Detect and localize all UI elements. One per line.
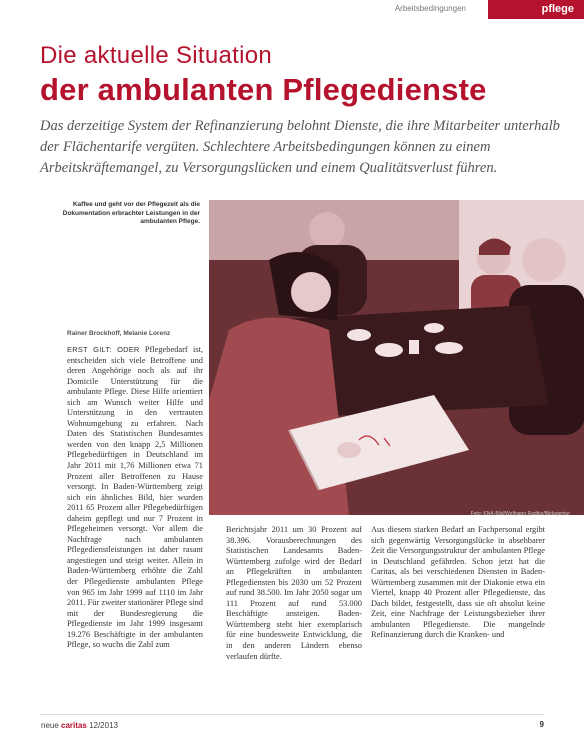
article-photo [209, 200, 584, 515]
page-number: 9 [539, 720, 544, 729]
footer-divider [40, 714, 544, 715]
article-column-2: Berichtsjahr 2011 um 30 Prozent auf 38.396. Vorausberechnungen des Statistischen Landesamts Baden-Württemberg zufolge wird der Bedarf an Pflegekräften in ambulanten Pflegediensten bis 2030 um 52 Prozent auf rund 38.500. Im Jahr 2050 sogar um 111 Prozent auf rund 53.000 Beschäftigte ansteigen. Baden-Württemberg steht hier exemplarisch für eine bundesweite Entwicklung, die in den anderen Ländern ebenso verlaufen dürfte. [226, 525, 362, 661]
footer-journal [41, 721, 118, 730]
article-column-1 [67, 345, 203, 700]
journal-issue: 12/2013 [89, 721, 118, 730]
column-1-opening-words: ERST GILT: ODER [67, 345, 140, 354]
column-1-body: Pflegebedarf ist, entscheiden sich viele Betroffene und deren Angehörige noch als auf ihr Domicile Unterstützung für die ambulante Pflege. Diese Hilfe orientiert sich am Wunsch weiter Hilfe und Unterstützung in den vertrauten Wohnumgebung zu erfahren. Nach Daten des Statistischen Bundesamtes werden von den knapp 2,5 Millionen Pflegebedürftigen in Deutschland im Jahr 2011 mit 1,76 Millionen etwa 71 Prozent aller Betroffenen zu Hause versorgt. In Baden-Württemberg zeigt sich ein ähnliches Bild, hier wurden 2011 65 Prozent aller Pflegebedürftigen daheim gepflegt und nur 7 Prozent in Pflegeheimen versorgt. Vor allem die Nachfrage nach ambulanten Pflegedienstleistungen ist daher rasant angestiegen und steigt weiter. Allein in Baden-Württemberg erhöhte die Zahl der Pflegedienste ambulanten Pflege von 965 im Jahr 1999 auf 1110 im Jahr 2011. Für zweiter stationärer Pflege sind mit der Bundesregierung die Pflegedienste im Jahr 1999 insgesamt 19.276 Beschäftigte in der ambulanten Pflege, so wuchs die Zahl zum [67, 345, 203, 650]
journal-name: caritas [61, 721, 87, 730]
article-column-3: Aus diesem starken Bedarf an Fachpersonal ergibt sich gegenwärtig Versorgungslücke in absehbarer Zeit die Versorgungsstruktur der ambulanten Pflege in Deutschland gefährden. Schon jetzt hat die Caritas, als bei verschiedenen Diensten in Baden-Württemberg zusammen mit der Diakonie etwa ein Viertel, knapp 40 Prozent aller Pflegedienste, das Dach bildet, festgestellt, dass sie oft absolut keine Zeit, eine Nachfrage der Leistungsbezieher ihrer ambulanten Pflegedienste. Die mangelnde Refinanzierung durch die Kranken- und [371, 525, 545, 640]
photo-illustration [209, 200, 584, 515]
article-title-line-1: Die aktuelle Situation [40, 42, 273, 69]
section-tag: pflege [488, 0, 584, 19]
article-lead: Das derzeitige System der Refinanzierung belohnt Dienste, die ihre Mitarbeiter unterhalb der Flächentarife vergüten. Schlechtere Arbeitsbedingungen können zu einem Arbeitskräftemangel, zu Versorgungslücken und einem Qualitätsverlust führen. [40, 118, 560, 176]
article-title-line-2: der ambulanten Pflegedienste [40, 72, 487, 107]
photo-caption: Kaffee und geht vor der Pflegezeit als die Dokumentation erbrachter Leistungen in der ambulanten Pflege. [62, 201, 200, 225]
journal-prefix: neue [41, 721, 59, 730]
section-label: Arbeitsbedingungen [394, 4, 466, 13]
photo-credit: Foto: KNA-Bild/Wolfgang Radtke/Bildagentur [470, 511, 570, 517]
article-authors: Rainer Brockhoff, Melanie Lorenz [67, 330, 171, 337]
